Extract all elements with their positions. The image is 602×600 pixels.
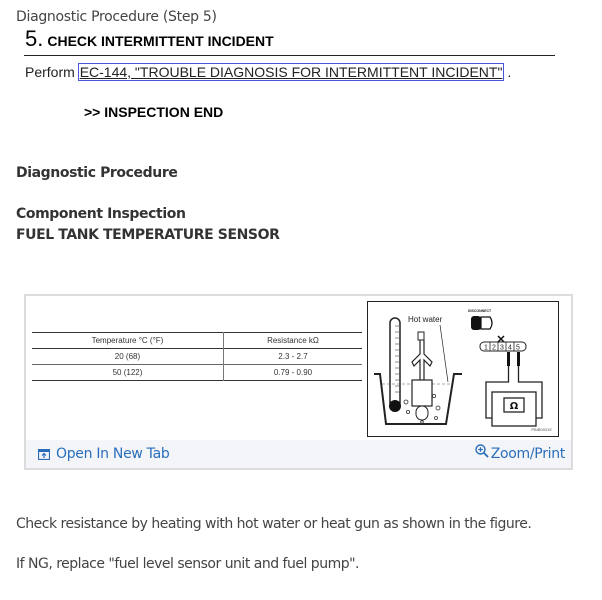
hot-water-test-diagram — [368, 302, 557, 435]
cell-temperature: 20 (68) — [32, 349, 223, 365]
section-component-inspection: Component Inspection — [16, 206, 186, 222]
component-name: FUEL TANK TEMPERATURE SENSOR — [16, 227, 280, 243]
inspection-end: >> INSPECTION END — [84, 104, 224, 120]
terminal-1: 1 — [484, 344, 488, 352]
open-new-tab-icon — [38, 449, 50, 460]
figure-panel — [24, 294, 573, 470]
terminal-3: 3 — [500, 344, 504, 352]
step-title: CHECK INTERMITTENT INCIDENT — [47, 33, 274, 49]
breadcrumb: Diagnostic Procedure (Step 5) — [16, 9, 217, 25]
cell-temperature: 50 (122) — [32, 365, 223, 381]
instruction-text: Check resistance by heating with hot water or heat gun as shown in the figure. — [16, 516, 532, 532]
step-divider — [24, 55, 555, 56]
perform-prefix: Perform — [25, 64, 75, 80]
ohm-symbol: Ω — [509, 401, 519, 412]
perform-line — [25, 64, 511, 80]
zoom-in-icon — [475, 444, 489, 458]
zoom-print-label: Zoom/Print — [490, 446, 565, 462]
terminal-2: 2 — [492, 344, 496, 352]
table-header-row — [32, 333, 362, 349]
open-in-new-tab-label: Open In New Tab — [56, 446, 170, 462]
step-number: 5. — [25, 26, 44, 51]
cell-resistance: 0.79 - 0.90 — [273, 368, 313, 377]
hot-water-label: Hot water — [408, 315, 443, 324]
terminal-5: 5 — [516, 344, 520, 352]
open-in-new-tab-button[interactable] — [38, 446, 169, 462]
col-resistance: Resistance kΩ — [267, 336, 319, 345]
zoom-print-button[interactable] — [475, 444, 565, 462]
table-row — [32, 365, 362, 381]
col-temperature: Temperature °C (°F) — [32, 333, 223, 349]
figure-footer — [26, 440, 571, 468]
if-ng-text: If NG, replace "fuel level sensor unit and fuel pump". — [16, 556, 359, 572]
step-heading — [25, 26, 274, 52]
table-row — [32, 349, 362, 365]
sensor-test-illustration — [367, 301, 559, 437]
link-suffix: . — [507, 64, 512, 80]
disconnect-label: DISCONNECT — [468, 309, 492, 313]
resistance-spec-table — [32, 332, 362, 381]
trouble-diagnosis-link[interactable]: EC-144, "TROUBLE DIAGNOSIS FOR INTERMITTENT INCIDENT" — [79, 64, 503, 80]
terminal-4: 4 — [508, 344, 512, 352]
figure-code: PBIB0931E — [531, 427, 552, 432]
section-diagnostic-procedure: Diagnostic Procedure — [16, 165, 178, 181]
cell-resistance: 2.3 - 2.7 — [278, 352, 308, 361]
